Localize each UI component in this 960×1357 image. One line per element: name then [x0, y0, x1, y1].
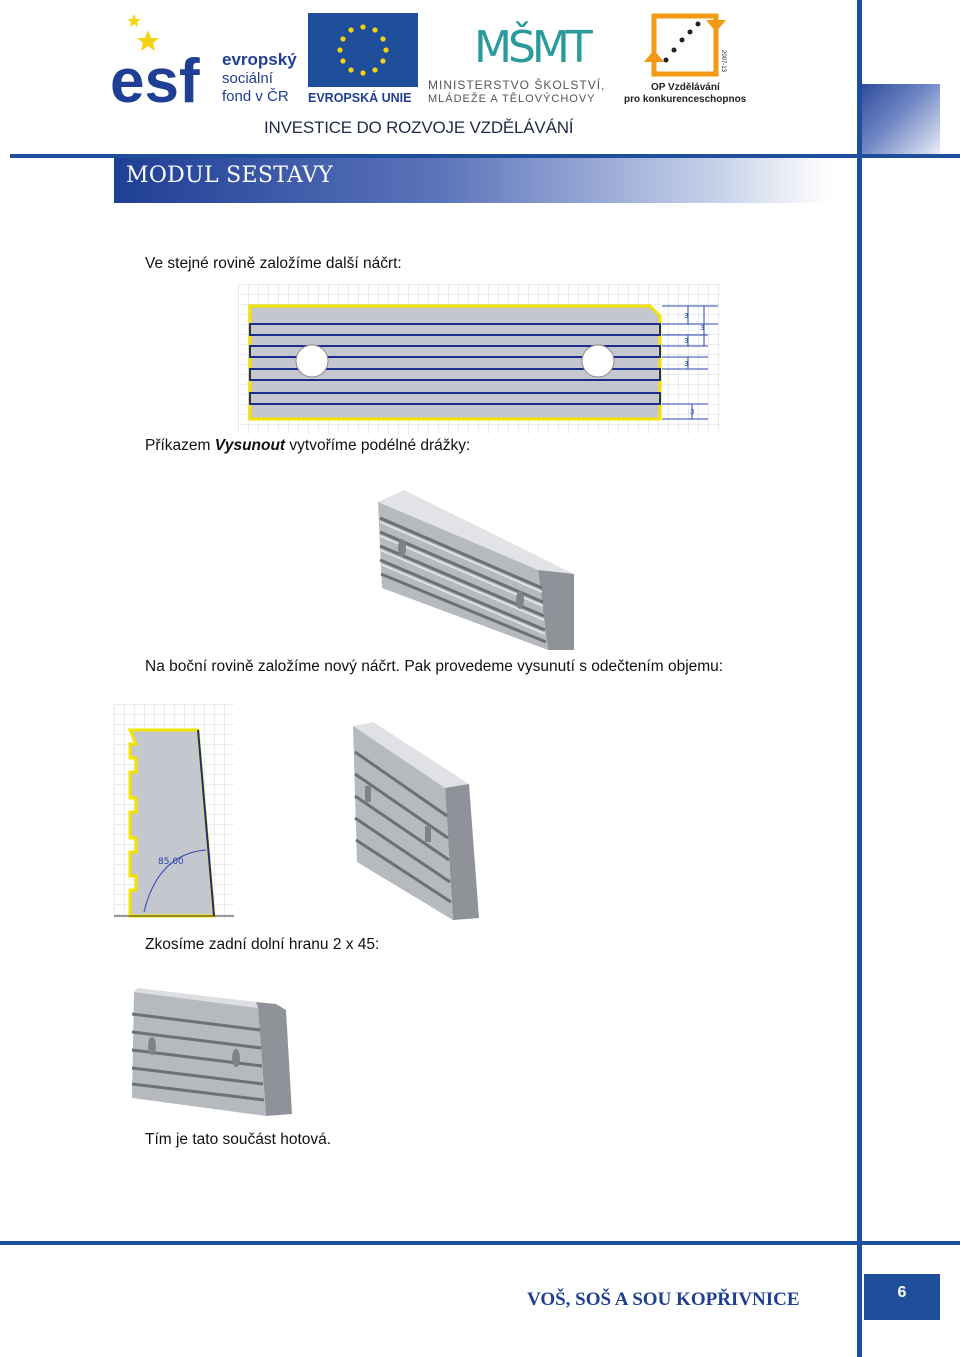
paragraph-4: Zkosíme zadní dolní hranu 2 x 45: — [145, 936, 380, 953]
svg-text:MŠMT: MŠMT — [474, 22, 589, 73]
side-sketch-figure — [114, 704, 234, 918]
sketch-figure-grooves — [238, 284, 720, 434]
paragraph-3: Na boční rovině založíme nový náčrt. Pak provedeme vysunutí s odečtením objemu: — [145, 658, 724, 675]
page-border-right — [857, 0, 862, 1357]
command-name: Vysunout — [214, 437, 286, 454]
svg-text:3: 3 — [684, 312, 689, 320]
paragraph-2: Příkazem Vysunout vytvoříme podélné drážky: — [145, 437, 471, 454]
svg-text:MINISTERSTVO ŠKOLSTVÍ,: MINISTERSTVO ŠKOLSTVÍ, — [428, 78, 606, 92]
tagline: INVESTICE DO ROZVOJE VZDĚLÁVÁNÍ — [264, 118, 574, 137]
svg-text:sociální: sociální — [222, 70, 273, 87]
eu-logo — [308, 13, 420, 105]
svg-text:2007-13: 2007-13 — [720, 50, 726, 73]
corner-decoration — [862, 84, 940, 154]
svg-text:pro konkurenceschopnost: pro konkurenceschopnost — [624, 94, 746, 105]
esf-logo — [110, 10, 310, 105]
paragraph-5: Tím je tato součást hotová. — [145, 1131, 332, 1148]
angle-label: 85,00 — [158, 857, 184, 867]
svg-text:3: 3 — [684, 337, 689, 345]
part-3d-cut — [349, 722, 481, 922]
footer-school: VOŠ, SOŠ A SOU KOPŘIVNICE — [527, 1289, 800, 1310]
part-3d-grooves — [372, 488, 578, 652]
op-logo — [622, 10, 746, 105]
footer-rule — [0, 1241, 960, 1245]
esf-line1: evropský — [222, 50, 297, 69]
svg-text:OP Vzdělávání: OP Vzdělávání — [651, 82, 720, 93]
svg-text:3: 3 — [684, 360, 689, 368]
part-3d-chamfer — [128, 986, 294, 1118]
svg-text:MLÁDEŽE A TĚLOVÝCHOVY: MLÁDEŽE A TĚLOVÝCHOVY — [428, 93, 596, 105]
page-number: 6 — [864, 1274, 940, 1320]
svg-text:3: 3 — [690, 408, 695, 416]
section-title: MODUL SESTAVY — [126, 163, 334, 188]
svg-text:3: 3 — [700, 324, 705, 332]
msmt-logo — [426, 10, 618, 105]
svg-text:esf: esf — [110, 47, 200, 105]
svg-text:fond v ČR: fond v ČR — [222, 88, 289, 105]
paragraph-1: Ve stejné rovině založíme další náčrt: — [145, 255, 402, 272]
svg-text:EVROPSKÁ UNIE: EVROPSKÁ UNIE — [308, 91, 412, 105]
